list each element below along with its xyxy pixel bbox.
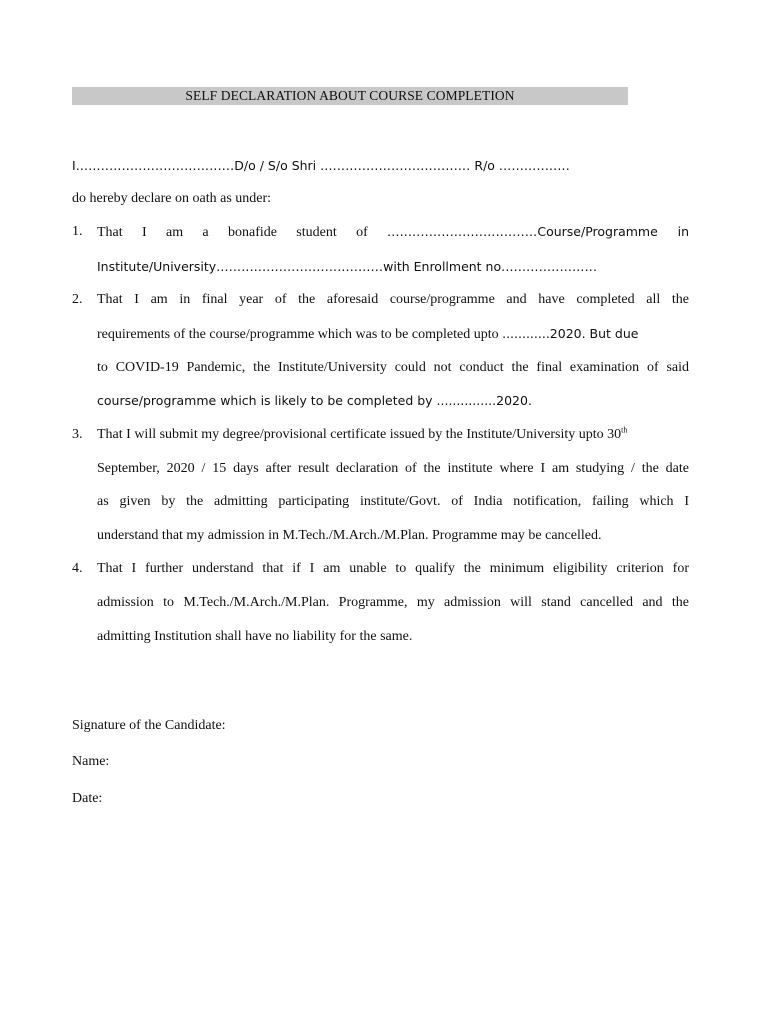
item-3-line-4: understand that my admission in M.Tech./M.Arch./M.Plan. Programme may be cancelled.: [97, 528, 602, 543]
item-2-blank-year: ............2020. But due: [502, 326, 639, 341]
name-label: Name:: [72, 754, 110, 769]
item-1-blank-enrollment: .......................: [501, 259, 598, 274]
intro-blank-name: ......................................: [75, 158, 235, 173]
item-4-line-2: admission to M.Tech./M.Arch./M.Plan. Programme, my admission will stand cancelled and the: [97, 595, 689, 610]
item-2-number: 2.: [72, 292, 83, 307]
item-2-line-4: course/programme which is likely to be completed by ...............2020.: [97, 393, 532, 408]
item-4-line-3: admitting Institution shall have no liability for the same.: [97, 629, 413, 644]
item-1-line-2: [97, 257, 597, 277]
intro-blank-father: ....................................: [320, 158, 471, 173]
item-4-line-1: That I further understand that if I am unable to qualify the minimum eligibility criterion for: [97, 561, 689, 576]
item-3-text: That I will submit my degree/provisional certificate issued by the Institute/University upto 30: [97, 427, 622, 442]
item-3-superscript: th: [621, 425, 628, 435]
signature-label: Signature of the Candidate:: [72, 718, 226, 733]
item-2-line-3: to COVID-19 Pandemic, the Institute/University could not conduct the final examination of said: [97, 360, 689, 375]
intro-i: I: [72, 158, 76, 173]
item-1-blank-course: ....................................: [387, 224, 538, 239]
intro-dos: D/o / S/o Shri: [234, 158, 317, 173]
intro-blank-residence: .................: [498, 158, 570, 173]
item-3-line-1: [97, 425, 627, 445]
item-1-blank-institute: ........................................: [216, 259, 384, 274]
item-1-institute-label: Institute/University: [97, 259, 217, 274]
item-2-text-a: requirements of the course/programme which was to be completed upto: [97, 327, 499, 342]
item-4-number: 4.: [72, 561, 83, 576]
intro-line: [72, 156, 570, 176]
item-1-text-b: Course/Programme in: [537, 224, 690, 239]
item-2-line-1: That I am in final year of the aforesaid course/programme and have completed all the: [97, 292, 689, 307]
intro-ro: R/o: [474, 158, 495, 173]
item-2-line-2: [97, 324, 638, 345]
date-label: Date:: [72, 791, 103, 806]
item-3-number: 3.: [72, 427, 83, 442]
item-3-line-2: September, 2020 / 15 days after result declaration of the institute where I am studying / the date: [97, 461, 689, 476]
item-1-number: 1.: [72, 224, 83, 239]
intro-declare: do hereby declare on oath as under:: [72, 191, 272, 206]
item-1-text-a: That I am a bonafide student of: [97, 225, 368, 240]
page-title: SELF DECLARATION ABOUT COURSE COMPLETION: [72, 87, 628, 105]
item-1-enrollment-label: with Enrollment no: [383, 259, 502, 274]
item-3-line-3: as given by the admitting participating institute/Govt. of India notification, failing which I: [97, 494, 689, 509]
item-1-line-1: [97, 222, 689, 243]
